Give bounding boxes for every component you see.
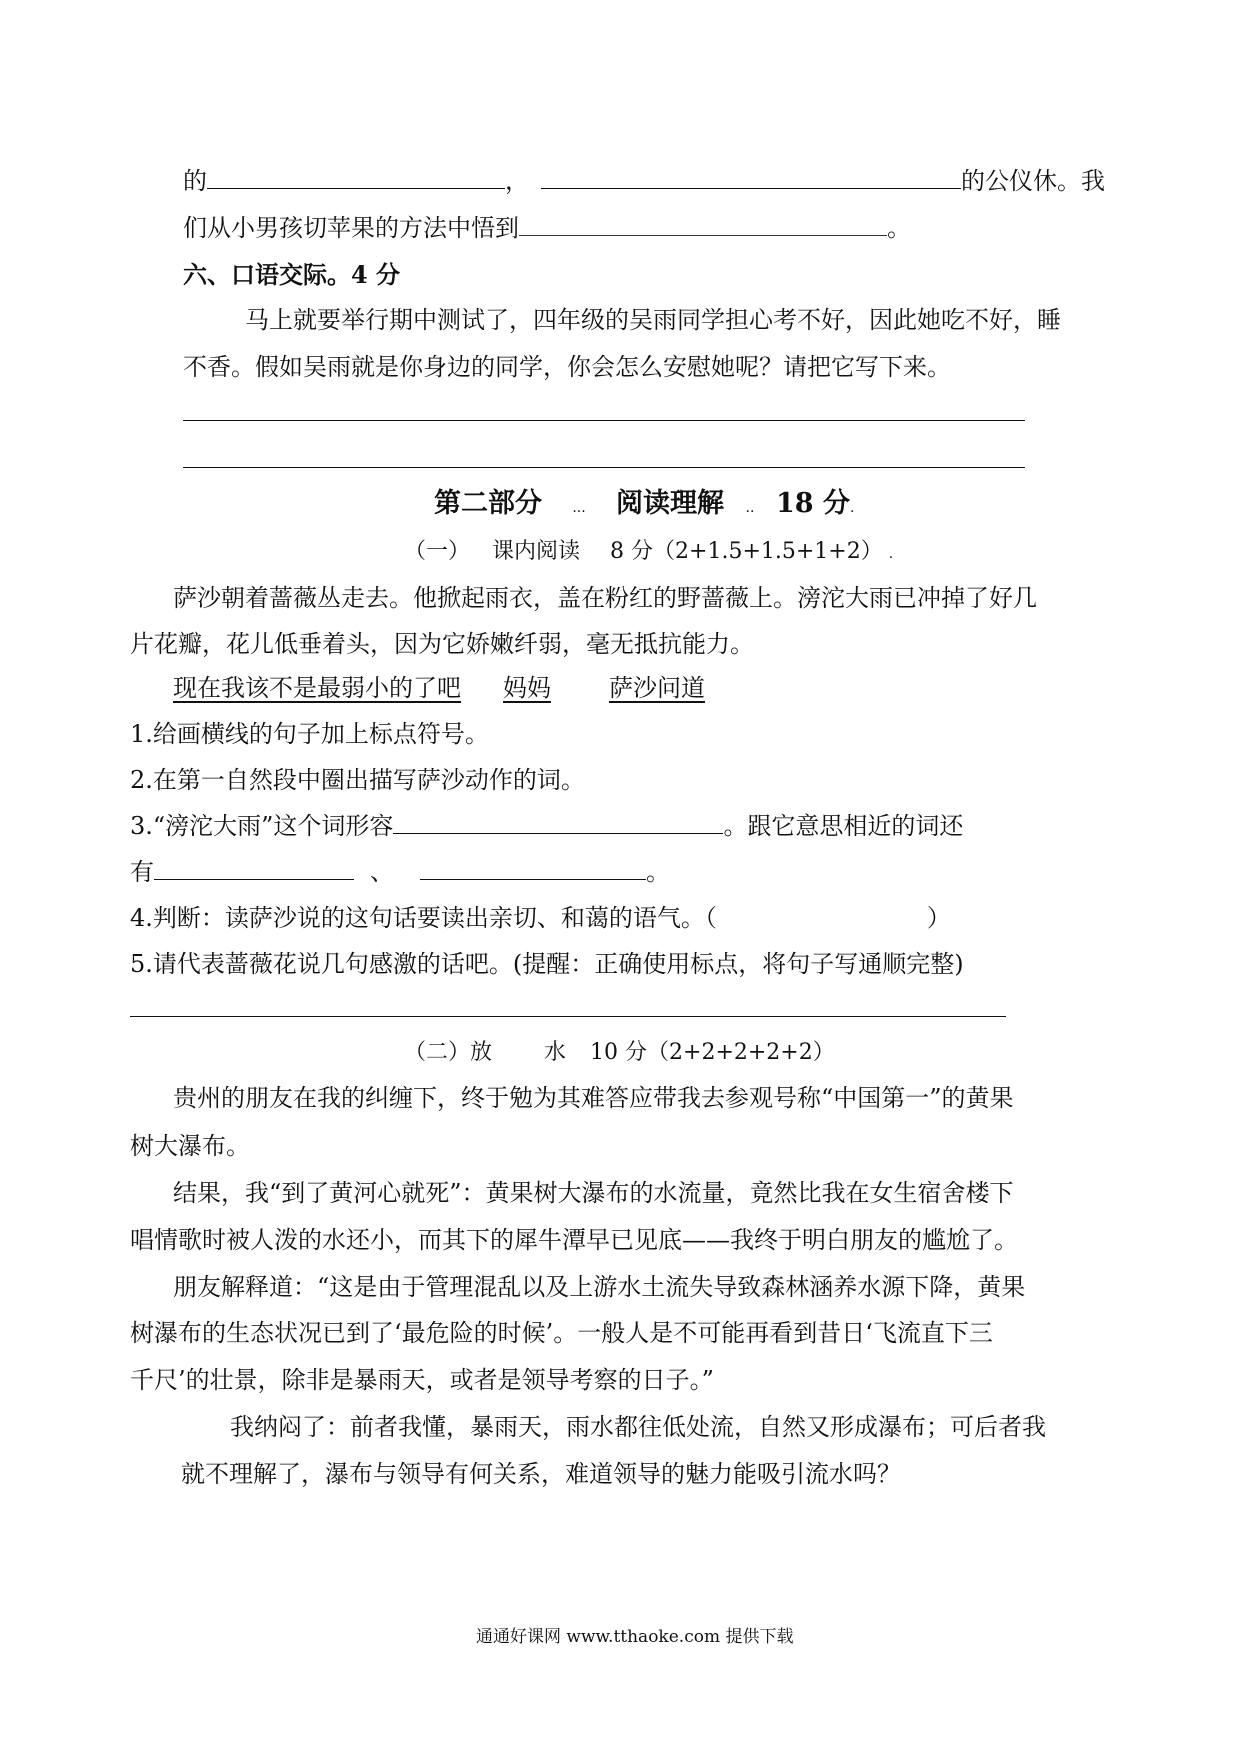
text: 3.“滂沱大雨”这个词形容 bbox=[130, 812, 394, 840]
question-3-line-1 bbox=[130, 809, 963, 843]
dot: . bbox=[888, 546, 894, 562]
text: 。跟它意思相近的词还 bbox=[723, 812, 964, 840]
section-6-paragraph-line: 马上就要举行期中测试了，四年级的吴雨同学担心考不好，因此她吃不好，睡 bbox=[245, 306, 1061, 334]
text: 的 bbox=[183, 167, 207, 195]
reading-2-paragraph-line: 树大瀑布。 bbox=[130, 1132, 250, 1160]
reading-1-heading bbox=[404, 535, 893, 571]
answer-line[interactable] bbox=[183, 467, 1025, 468]
dots: ... bbox=[572, 500, 586, 516]
reading-2-paragraph-line: 朋友解释道：“这是由于管理混乱以及上游水土流失导致森林涵养水源下降，黄果 bbox=[173, 1273, 1026, 1301]
question-5: 5.请代表蔷薇花说几句感激的话吧。(提醒：正确使用标点，将句子写通顺完整) bbox=[130, 950, 964, 978]
text: ， bbox=[505, 167, 529, 195]
question-4 bbox=[130, 901, 951, 935]
text: 4.判断：读萨沙说的这句话要读出亲切、和蔼的语气。（ bbox=[130, 904, 717, 932]
page-footer: 通通好课网 www.tthaoke.com 提供下载 bbox=[476, 1627, 794, 1647]
question-3-line-2 bbox=[130, 855, 670, 889]
reading-2-heading bbox=[404, 1036, 835, 1070]
text: 妈妈 bbox=[503, 674, 551, 702]
text: 们从小男孩切苹果的方法中悟到 bbox=[183, 214, 519, 242]
answer-blank[interactable] bbox=[519, 211, 887, 236]
reading-2-paragraph-line: 贵州的朋友在我的纠缠下，终于勉为其难答应带我去参观号称“中国第一”的黄果 bbox=[173, 1084, 1014, 1112]
answer-blank[interactable] bbox=[207, 164, 505, 189]
question-2: 2.在第一自然段中圈出描写萨沙动作的词。 bbox=[130, 766, 585, 794]
part-2-heading bbox=[434, 487, 862, 525]
dots: .. bbox=[745, 500, 755, 516]
answer-line[interactable] bbox=[130, 1016, 1006, 1017]
text: 第二部分 bbox=[434, 488, 542, 519]
section-6-title: 六、口语交际。4 分 bbox=[183, 260, 401, 289]
text: 阅读理解 bbox=[616, 488, 724, 519]
dots: . bbox=[849, 500, 855, 516]
text: 有 bbox=[130, 858, 154, 886]
reading-2-paragraph-line: 就不理解了，瀑布与领导有何关系，难道领导的魅力能吸引流水吗？ bbox=[181, 1460, 901, 1488]
reading-2-paragraph-line: 我纳闷了：前者我懂，暴雨天，雨水都往低处流，自然又形成瀑布；可后者我 bbox=[230, 1413, 1046, 1441]
reading-1-paragraph-line: 片花瓣，花儿低垂着头，因为它娇嫩纤弱，毫无抵抗能力。 bbox=[130, 630, 754, 658]
text: 课内阅读 bbox=[492, 539, 581, 564]
fill-line-1 bbox=[183, 164, 1105, 198]
underlined-sentence bbox=[173, 671, 731, 705]
reading-2-paragraph-line: 千尺’的壮景，除非是暴雨天，或者是领导考察的日子。” bbox=[130, 1366, 714, 1394]
reading-1-paragraph-line: 萨沙朝着蔷薇丛走去。他掀起雨衣，盖在粉红的野蔷薇上。滂沱大雨已冲掉了好几 bbox=[173, 584, 1037, 612]
text: 现在我该不是最弱小的了吧 bbox=[173, 674, 461, 702]
text: 。 bbox=[646, 858, 670, 886]
text: （一） bbox=[404, 539, 471, 564]
text: 。 bbox=[887, 214, 911, 242]
text: （二）放 bbox=[404, 1040, 493, 1065]
text: 的公仪休。我 bbox=[961, 167, 1105, 195]
answer-blank[interactable] bbox=[420, 855, 646, 880]
section-6-paragraph-line: 不香。假如吴雨就是你身边的同学，你会怎么安慰她呢？请把它写下来。 bbox=[183, 353, 951, 381]
text: 水 bbox=[544, 1040, 567, 1065]
fill-line-2 bbox=[183, 211, 911, 245]
question-1: 1.给画横线的句子加上标点符号。 bbox=[130, 720, 489, 748]
reading-2-paragraph-line: 树瀑布的生态状况已到了‘最危险的时候’。一般人是不可能再看到昔日‘飞流直下三 bbox=[130, 1319, 993, 1347]
text: 8 分（2+1.5+1.5+1+2） bbox=[610, 539, 883, 564]
answer-line[interactable] bbox=[183, 420, 1025, 421]
reading-2-paragraph-line: 结果，我“到了黄河心就死”：黄果树大瀑布的水流量，竟然比我在女生宿舍楼下 bbox=[173, 1179, 1014, 1207]
text: 、 bbox=[370, 858, 394, 886]
reading-2-paragraph-line: 唱情歌时被人泼的水还小，而其下的犀牛潭早已见底——我终于明白朋友的尴尬了。 bbox=[130, 1226, 1018, 1254]
answer-blank[interactable] bbox=[154, 855, 354, 880]
text: 10 分（2+2+2+2+2） bbox=[590, 1040, 835, 1065]
answer-blank[interactable] bbox=[393, 809, 723, 834]
text: ） bbox=[926, 904, 951, 932]
text: 萨沙问道 bbox=[609, 674, 705, 702]
answer-blank[interactable] bbox=[541, 164, 961, 189]
text: 18 分 bbox=[776, 488, 850, 519]
